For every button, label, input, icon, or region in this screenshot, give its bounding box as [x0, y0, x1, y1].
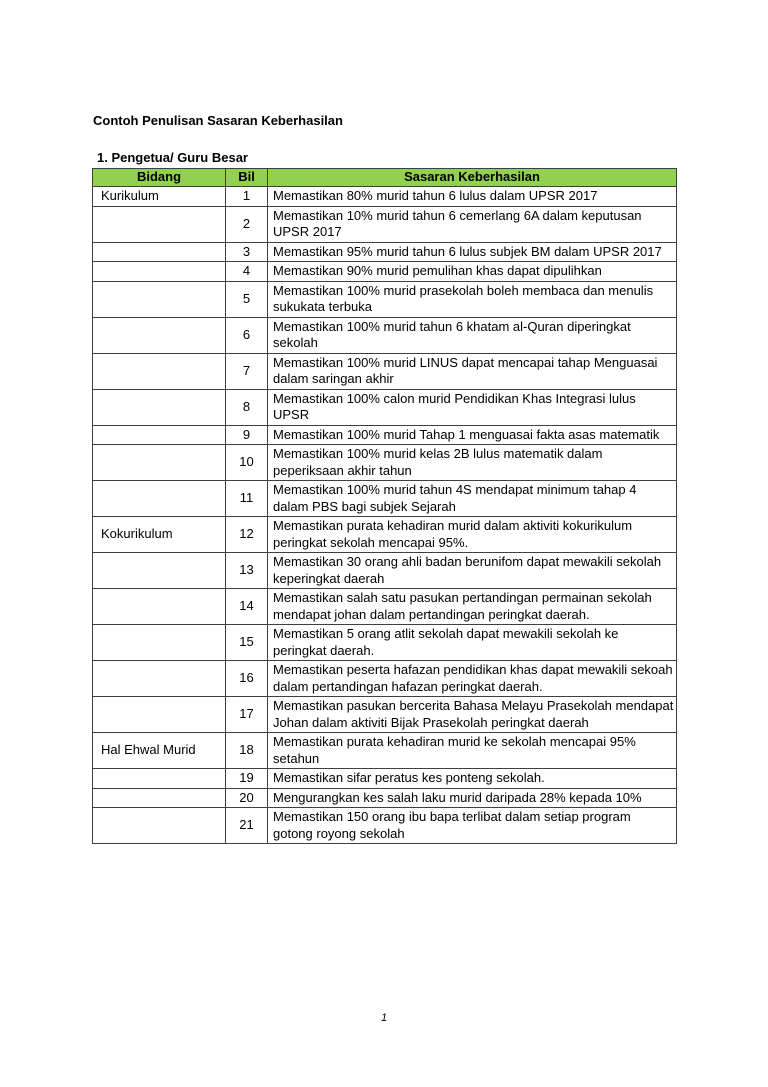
cell-bil: 8	[226, 389, 268, 425]
table-row	[93, 661, 677, 697]
cell-bil: 1	[226, 187, 268, 207]
cell-sasaran: Memastikan 150 orang ibu bapa terlibat dalam setiap program gotong royong sekolah	[268, 808, 677, 844]
cell-bidang	[93, 769, 226, 789]
cell-sasaran: Memastikan pasukan bercerita Bahasa Melayu Prasekolah mendapat Johan dalam aktiviti Bijak Prasekolah peringkat daerah	[268, 697, 677, 733]
cell-sasaran: Memastikan 5 orang atlit sekolah dapat mewakili sekolah ke peringkat daerah.	[268, 625, 677, 661]
cell-sasaran: Memastikan 100% murid Tahap 1 menguasai fakta asas matematik	[268, 425, 677, 445]
cell-bidang	[93, 625, 226, 661]
cell-bidang	[93, 425, 226, 445]
cell-bil: 21	[226, 808, 268, 844]
cell-bil: 12	[226, 517, 268, 553]
cell-sasaran: Memastikan 10% murid tahun 6 cemerlang 6A dalam keputusan UPSR 2017	[268, 206, 677, 242]
cell-bidang	[93, 661, 226, 697]
cell-bidang	[93, 242, 226, 262]
cell-sasaran: Memastikan 100% murid LINUS dapat mencapai tahap Menguasai dalam saringan akhir	[268, 353, 677, 389]
cell-sasaran: Memastikan 100% murid kelas 2B lulus matematik dalam peperiksaan akhir tahun	[268, 445, 677, 481]
cell-bidang	[93, 808, 226, 844]
cell-sasaran: Mengurangkan kes salah laku murid daripada 28% kepada 10%	[268, 788, 677, 808]
section-heading: 1. Pengetua/ Guru Besar	[97, 150, 248, 165]
table-row	[93, 733, 677, 769]
cell-bidang: Kurikulum	[93, 187, 226, 207]
table-row	[93, 389, 677, 425]
cell-sasaran: Memastikan 100% calon murid Pendidikan Khas Integrasi lulus UPSR	[268, 389, 677, 425]
cell-bidang	[93, 481, 226, 517]
table-row	[93, 481, 677, 517]
table-row	[93, 187, 677, 207]
cell-bil: 13	[226, 553, 268, 589]
cell-bil: 7	[226, 353, 268, 389]
table-row	[93, 262, 677, 282]
cell-bidang	[93, 445, 226, 481]
cell-bil: 9	[226, 425, 268, 445]
page-number: 1	[380, 1012, 388, 1024]
table-row	[93, 353, 677, 389]
cell-bil: 5	[226, 281, 268, 317]
header-sasaran: Sasaran Keberhasilan	[268, 169, 677, 187]
cell-bidang	[93, 281, 226, 317]
cell-sasaran: Memastikan 30 orang ahli badan berunifom dapat mewakili sekolah keperingkat daerah	[268, 553, 677, 589]
cell-bidang	[93, 553, 226, 589]
cell-bil: 2	[226, 206, 268, 242]
table-row	[93, 625, 677, 661]
table-row	[93, 808, 677, 844]
table-row	[93, 317, 677, 353]
table-row	[93, 445, 677, 481]
table-row	[93, 242, 677, 262]
cell-sasaran: Memastikan 90% murid pemulihan khas dapat dipulihkan	[268, 262, 677, 282]
cell-bil: 17	[226, 697, 268, 733]
cell-bil: 10	[226, 445, 268, 481]
table-row	[93, 769, 677, 789]
cell-bil: 20	[226, 788, 268, 808]
cell-sasaran: Memastikan 80% murid tahun 6 lulus dalam UPSR 2017	[268, 187, 677, 207]
cell-bidang	[93, 697, 226, 733]
cell-bil: 16	[226, 661, 268, 697]
cell-bidang	[93, 589, 226, 625]
cell-bidang: Hal Ehwal Murid	[93, 733, 226, 769]
cell-sasaran: Memastikan purata kehadiran murid ke sekolah mencapai 95% setahun	[268, 733, 677, 769]
cell-bidang	[93, 262, 226, 282]
table-body	[93, 187, 677, 844]
cell-bil: 19	[226, 769, 268, 789]
cell-sasaran: Memastikan peserta hafazan pendidikan khas dapat mewakili sekoah dalam pertandingan hafazan peringkat daerah.	[268, 661, 677, 697]
header-bil: Bil	[226, 169, 268, 187]
cell-sasaran: Memastikan 100% murid tahun 4S mendapat minimum tahap 4 dalam PBS bagi subjek Sejarah	[268, 481, 677, 517]
table-row	[93, 517, 677, 553]
table-header-row	[93, 169, 677, 187]
table-row	[93, 206, 677, 242]
cell-bidang	[93, 317, 226, 353]
document-title: Contoh Penulisan Sasaran Keberhasilan	[93, 113, 343, 128]
cell-bil: 6	[226, 317, 268, 353]
table-row	[93, 553, 677, 589]
cell-bil: 11	[226, 481, 268, 517]
cell-bidang	[93, 206, 226, 242]
table-row	[93, 788, 677, 808]
cell-bidang	[93, 353, 226, 389]
cell-sasaran: Memastikan 95% murid tahun 6 lulus subjek BM dalam UPSR 2017	[268, 242, 677, 262]
cell-sasaran: Memastikan purata kehadiran murid dalam aktiviti kokurikulum peringkat sekolah mencapai 95%.	[268, 517, 677, 553]
cell-bil: 4	[226, 262, 268, 282]
cell-bil: 3	[226, 242, 268, 262]
table-row	[93, 281, 677, 317]
targets-table	[92, 168, 677, 844]
cell-sasaran: Memastikan salah satu pasukan pertandingan permainan sekolah mendapat johan dalam pertandingan peringkat daerah.	[268, 589, 677, 625]
header-bidang: Bidang	[93, 169, 226, 187]
cell-bil: 14	[226, 589, 268, 625]
cell-bidang	[93, 788, 226, 808]
cell-bidang	[93, 389, 226, 425]
table-row	[93, 425, 677, 445]
table-row	[93, 589, 677, 625]
cell-sasaran: Memastikan 100% murid tahun 6 khatam al-Quran diperingkat sekolah	[268, 317, 677, 353]
cell-bidang: Kokurikulum	[93, 517, 226, 553]
cell-sasaran: Memastikan sifar peratus kes ponteng sekolah.	[268, 769, 677, 789]
cell-bil: 18	[226, 733, 268, 769]
cell-bil: 15	[226, 625, 268, 661]
cell-sasaran: Memastikan 100% murid prasekolah boleh membaca dan menulis sukukata terbuka	[268, 281, 677, 317]
table-row	[93, 697, 677, 733]
